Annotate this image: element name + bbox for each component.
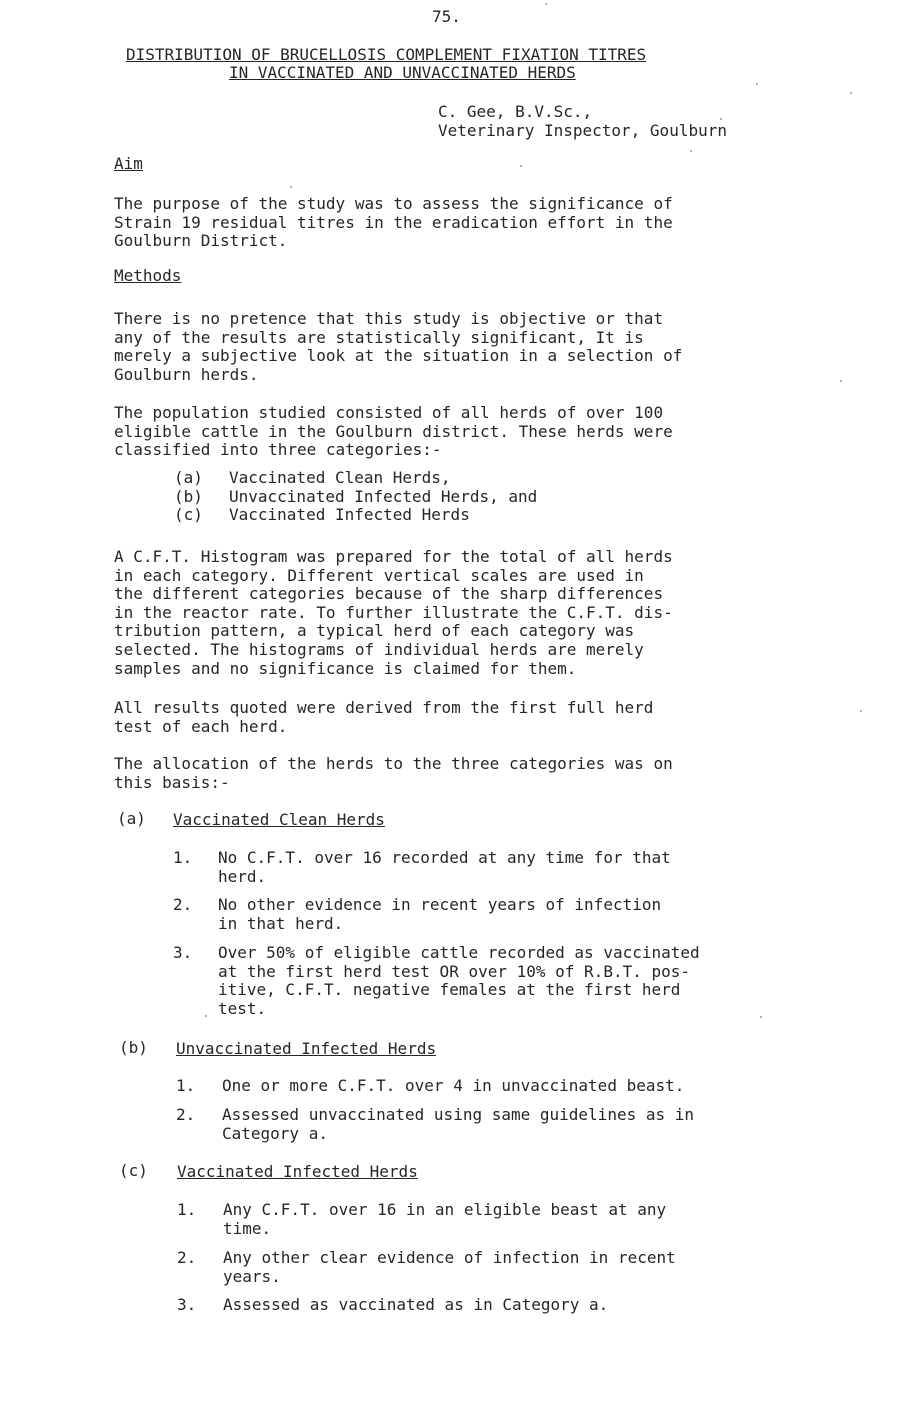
methods-paragraph-1 (114, 310, 814, 384)
text-line: Over 50% of eligible cattle recorded as vaccinated (218, 943, 700, 962)
category-text: Unvaccinated Infected Herds, and (229, 486, 538, 506)
text-line: Goulburn District. (114, 231, 288, 251)
section-a-heading: Vaccinated Clean Herds (173, 810, 385, 829)
scan-speck (520, 165, 522, 167)
text-line: samples and no significance is claimed for them. (114, 658, 577, 678)
text-line: itive, C.F.T. negative females at the first herd (218, 980, 681, 1000)
text-line: merely a subjective look at the situation in a selection of (114, 346, 683, 366)
section-c-heading: Vaccinated Infected Herds (177, 1162, 418, 1181)
methods-paragraph-4 (114, 699, 814, 736)
category-marker: (b) (174, 486, 203, 506)
text-line: No C.F.T. over 16 recorded at any time for that (218, 848, 671, 867)
text-line: Assessed unvaccinated using same guidelines as in (222, 1105, 695, 1124)
scan-speck (850, 92, 852, 94)
item-number: 2. (177, 1248, 197, 1267)
title-line-1: DISTRIBUTION OF BRUCELLOSIS COMPLEMENT FIXATION TITRES (126, 45, 647, 64)
category-marker: (a) (174, 468, 203, 487)
aim-heading: Aim (114, 154, 143, 173)
category-marker: (c) (174, 505, 203, 525)
scan-speck (720, 118, 722, 120)
scan-speck (860, 710, 862, 712)
item-number: 1. (173, 848, 193, 867)
aim-paragraph (114, 195, 814, 251)
methods-paragraph-5 (114, 755, 814, 792)
scan-speck (545, 3, 547, 5)
text-line: The population studied consisted of all herds of over 100 (114, 403, 664, 422)
category-text: Vaccinated Infected Herds (229, 505, 470, 525)
text-line: selected. The histograms of individual herds are merely (114, 639, 644, 659)
scan-speck (290, 186, 292, 188)
text-line: One or more C.F.T. over 4 in unvaccinated beast. (222, 1076, 685, 1095)
text-line: any of the results are statistically significant, It is (114, 327, 644, 347)
text-line: No other evidence in recent years of infection (218, 895, 662, 914)
scan-speck (690, 150, 692, 152)
category-list (174, 469, 537, 525)
section-b-heading: Unvaccinated Infected Herds (176, 1039, 437, 1058)
text-line: Assessed as vaccinated as in Category a. (223, 1295, 609, 1314)
title-line-2: IN VACCINATED AND UNVACCINATED HERDS (229, 63, 576, 82)
text-line: A C.F.T. Histogram was prepared for the total of all herds (114, 547, 673, 566)
text-line: tribution pattern, a typical herd of each category was (114, 621, 635, 641)
item-number: 3. (173, 943, 193, 962)
text-line: There is no pretence that this study is objective or that (114, 309, 664, 328)
text-line: test. (218, 998, 267, 1018)
text-line: Goulburn herds. (114, 364, 259, 384)
text-line: test of each herd. (114, 716, 288, 736)
item-number: 1. (177, 1200, 197, 1219)
methods-paragraph-3 (114, 548, 814, 678)
scan-speck (205, 1015, 207, 1017)
text-line: in that herd. (218, 913, 344, 933)
page-number: 75. (432, 7, 461, 26)
text-line: classified into three categories:- (114, 440, 442, 460)
text-line: at the first herd test OR over 10% of R.B.T. pos- (218, 961, 691, 981)
section-a-marker: (a) (117, 809, 146, 828)
text-line: years. (223, 1266, 281, 1286)
scan-speck (760, 1016, 762, 1018)
item-number: 1. (176, 1076, 196, 1095)
text-line: the different categories because of the sharp differences (114, 584, 664, 604)
text-line: The allocation of the herds to the three categories was on (114, 754, 673, 773)
author-role: Veterinary Inspector, Goulburn (438, 121, 727, 140)
text-line: Strain 19 residual titres in the eradication effort in the (114, 212, 673, 232)
item-number: 2. (176, 1105, 196, 1124)
text-line: The purpose of the study was to assess the significance of (114, 194, 673, 213)
item-number: 3. (177, 1295, 197, 1314)
text-line: time. (223, 1218, 272, 1238)
text-line: in each category. Different vertical scales are used in (114, 565, 644, 585)
text-line: Any C.F.T. over 16 in an eligible beast at any (223, 1200, 667, 1219)
text-line: Category a. (222, 1123, 328, 1143)
section-c-marker: (c) (119, 1161, 148, 1180)
item-number: 2. (173, 895, 193, 914)
category-text: Vaccinated Clean Herds, (229, 468, 451, 487)
methods-paragraph-2 (114, 404, 814, 460)
category-item (174, 506, 537, 525)
text-line: herd. (218, 866, 267, 886)
methods-heading: Methods (114, 266, 182, 285)
author-name: C. Gee, B.V.Sc., (438, 102, 593, 121)
text-line: Any other clear evidence of infection in recent (223, 1248, 676, 1267)
text-line: eligible cattle in the Goulburn district. These herds were (114, 421, 673, 441)
text-line: in the reactor rate. To further illustrate the C.F.T. dis- (114, 602, 673, 622)
text-line: All results quoted were derived from the first full herd (114, 698, 654, 717)
category-item (174, 469, 537, 488)
section-b-marker: (b) (119, 1038, 148, 1057)
scan-speck (840, 380, 842, 382)
scan-speck (756, 83, 758, 85)
text-line: this basis:- (114, 772, 230, 792)
category-item (174, 488, 537, 507)
